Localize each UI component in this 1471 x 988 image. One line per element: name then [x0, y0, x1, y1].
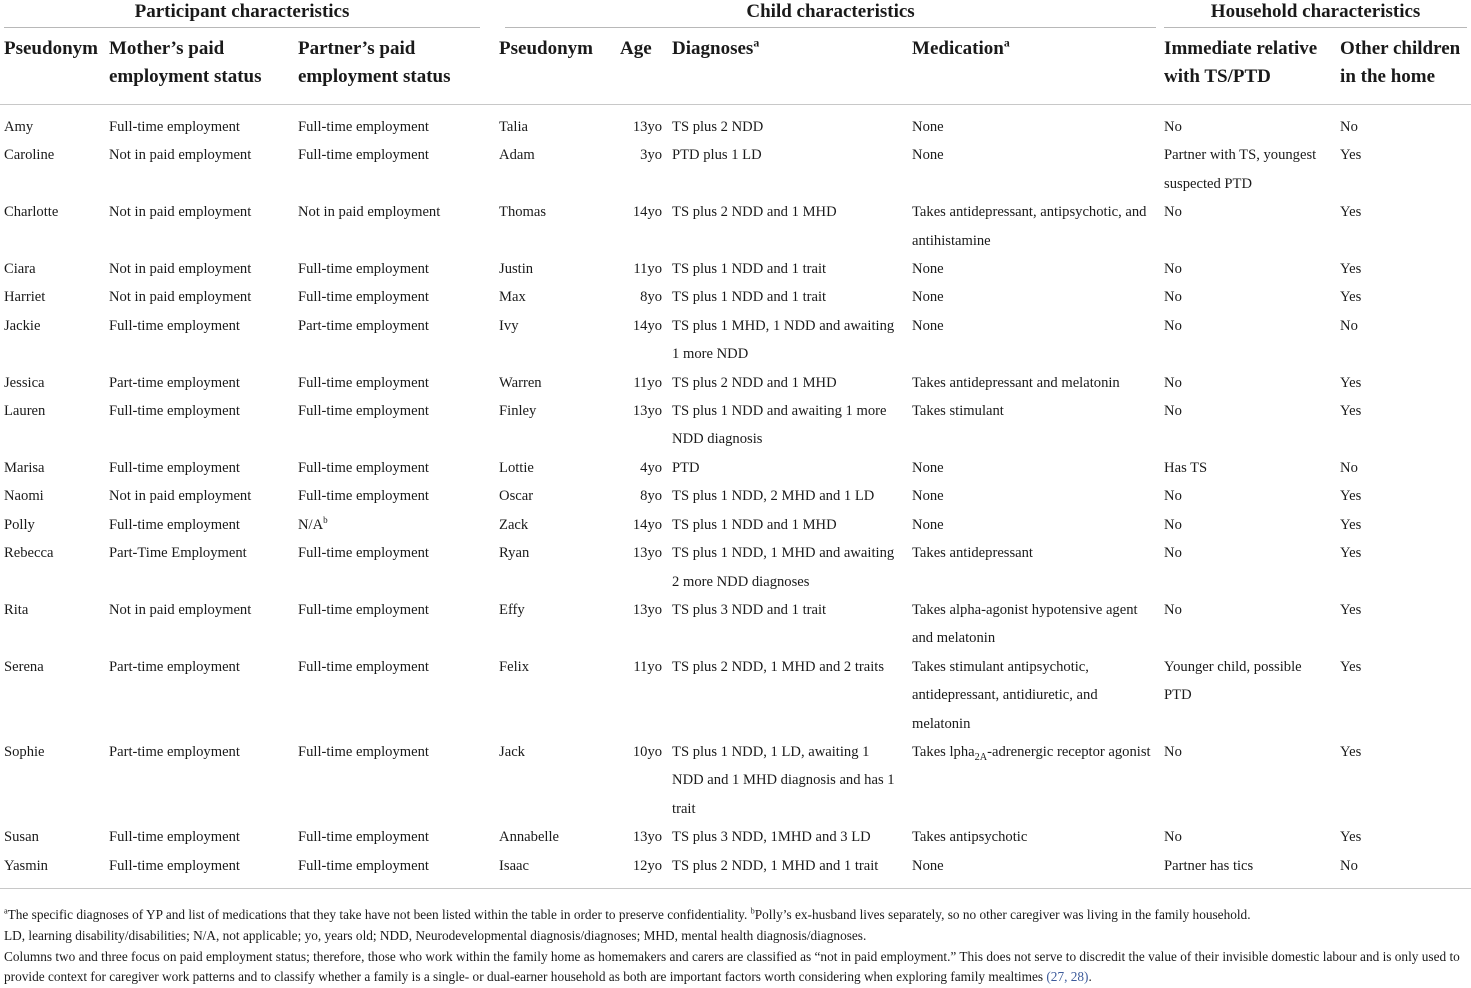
child-diagnoses: TS plus 1 NDD, 2 MHD and 1 LD: [672, 488, 875, 505]
table-row: [0, 312, 1471, 369]
child-age: 11yo: [633, 658, 663, 675]
participant-pseudonym: Marisa: [4, 459, 45, 476]
partner-employment-status: Full-time employment: [298, 601, 429, 618]
child-pseudonym: Justin: [499, 261, 534, 278]
child-diagnoses: TS plus 2 NDD and 1 MHD: [672, 204, 837, 221]
other-children-in-home: Yes: [1340, 658, 1362, 675]
table-row: [0, 738, 1471, 823]
col-header-child-pseudonym: Pseudonym: [495, 28, 616, 105]
other-children-in-home: Yes: [1340, 147, 1362, 164]
col-header-diagnoses: Diagnoses$^a$: [668, 28, 908, 105]
participant-pseudonym: Harriet: [4, 289, 46, 306]
child-pseudonym: Ivy: [499, 317, 519, 334]
child-age: 13yo: [632, 545, 663, 562]
child-age: 14yo: [632, 204, 663, 221]
child-age: 13yo: [632, 119, 663, 135]
mother-employment-status: Part-time employment: [109, 743, 240, 760]
child-age: 14yo: [632, 317, 663, 334]
child-diagnoses: TS plus 3 NDD and 1 trait: [672, 601, 827, 618]
child-medication: None: [912, 857, 944, 874]
immediate-relative-ts-ptd: No: [1164, 403, 1182, 420]
partner-employment-status: Full-time employment: [298, 119, 429, 135]
table-row: [0, 653, 1471, 738]
footnote-ab: $^a$The specific diagnoses of YP and list of medications that they take have not been listed within the table in order to preserve confidentiality. $^b$Polly’s ex-husband lives separately, so no other caregiver was living in the family household.: [4, 906, 1251, 922]
child-medication: None: [912, 119, 944, 135]
table-row: [0, 105, 1471, 142]
child-pseudonym: Lottie: [499, 459, 534, 476]
child-medication: None: [912, 317, 944, 334]
child-medication: Takes stimulant antipsychotic, antidepressant, antidiuretic, and melatonin: [912, 658, 1098, 732]
child-diagnoses: PTD: [672, 459, 700, 476]
child-diagnoses: TS plus 1 NDD, 1 MHD and awaiting 2 more NDD diagnoses: [672, 545, 895, 590]
immediate-relative-ts-ptd: Younger child, possible PTD: [1164, 658, 1302, 704]
column-header-row: [0, 28, 1471, 105]
child-age: 11yo: [633, 261, 663, 278]
table-bottom-rule: [0, 888, 1471, 889]
child-medication: Takes antipsychotic: [912, 829, 1028, 846]
child-pseudonym: Finley: [499, 403, 537, 420]
child-diagnoses: TS plus 1 NDD and 1 trait: [672, 289, 827, 306]
child-pseudonym: Adam: [499, 147, 535, 164]
footnote-abbreviations: LD, learning disability/disabilities; N/A, not applicable; yo, years old; NDD, Neurodevelopmental diagnosis/diagnoses; MHD, mental health diagnosis/diagnoses.: [4, 927, 867, 943]
immediate-relative-ts-ptd: No: [1164, 289, 1182, 306]
mother-employment-status: Not in paid employment: [109, 261, 252, 278]
col-header-medication: Medication$^a$: [908, 28, 1160, 105]
child-diagnoses: TS plus 1 NDD, 1 LD, awaiting 1 NDD and 1 MHD diagnosis and has 1 trait: [672, 743, 895, 817]
partner-employment-status: $N/A^b$: [298, 514, 328, 533]
participant-pseudonym: Caroline: [4, 147, 55, 164]
child-medication: None: [912, 289, 944, 306]
other-children-in-home: Yes: [1340, 403, 1362, 420]
mother-employment-status: Not in paid employment: [109, 601, 252, 618]
child-pseudonym: Effy: [499, 601, 525, 618]
other-children-in-home: Yes: [1340, 829, 1362, 846]
child-pseudonym: Isaac: [499, 857, 530, 874]
partner-employment-status: Full-time employment: [298, 829, 429, 846]
child-pseudonym: Oscar: [499, 488, 534, 505]
mother-employment-status: Full-time employment: [109, 857, 240, 874]
mother-employment-status: Full-time employment: [109, 317, 240, 334]
other-children-in-home: No: [1340, 119, 1358, 135]
child-age: 13yo: [632, 829, 663, 846]
child-pseudonym: Annabelle: [499, 829, 560, 846]
child-age: 13yo: [632, 601, 663, 618]
other-children-in-home: Yes: [1340, 374, 1362, 391]
mother-employment-status: Part-time employment: [109, 658, 240, 675]
child-age: 4yo: [640, 459, 663, 476]
other-children-in-home: Yes: [1340, 516, 1362, 533]
col-header-partner-status: Partner’s paid employment status: [294, 28, 484, 105]
participant-pseudonym: Amy: [4, 119, 34, 135]
mother-employment-status: Not in paid employment: [109, 488, 252, 505]
participant-pseudonym: Jessica: [4, 374, 45, 391]
participant-pseudonym: Charlotte: [4, 204, 59, 221]
child-pseudonym: Felix: [499, 658, 530, 675]
footnote-columns-note: Columns two and three focus on paid employment status; therefore, those who work within the family home as homemakers and carers are classified as “not in paid employment.” This does not serve to discredit the value of their invisible domestic labour and is only used to provide context for caregiver work patterns and to classify whether a family is a single- or dual-earner household as both are important factors worth considering when exploring family mealtimes (27, 28).: [4, 948, 1460, 985]
mother-employment-status: Part-Time Employment: [109, 545, 247, 562]
mother-employment-status: Full-time employment: [109, 403, 240, 420]
child-pseudonym: Jack: [499, 743, 525, 760]
mother-employment-status: Part-time employment: [109, 374, 240, 391]
table-footnotes: [4, 905, 1466, 988]
partner-employment-status: Full-time employment: [298, 289, 429, 306]
child-diagnoses: TS plus 2 NDD, 1 MHD and 2 traits: [672, 658, 885, 675]
immediate-relative-ts-ptd: No: [1164, 743, 1182, 760]
child-age: 8yo: [640, 488, 663, 505]
group-header-row: [0, 0, 1471, 28]
child-diagnoses: PTD plus 1 LD: [672, 147, 762, 164]
immediate-relative-ts-ptd: Partner with TS, youngest suspected PTD: [1164, 147, 1317, 192]
child-medication: Takes antidepressant: [912, 545, 1033, 562]
mother-employment-status: Full-time employment: [109, 829, 240, 846]
child-age: 3yo: [640, 147, 663, 164]
col-header-relative: Immediate relative with TS/PTD: [1160, 28, 1336, 105]
other-children-in-home: Yes: [1340, 545, 1362, 562]
immediate-relative-ts-ptd: No: [1164, 488, 1182, 505]
participant-pseudonym: Sophie: [4, 743, 45, 760]
mother-employment-status: Not in paid employment: [109, 289, 252, 306]
partner-employment-status: Full-time employment: [298, 743, 429, 760]
child-pseudonym: Max: [499, 289, 526, 306]
partner-employment-status: Full-time employment: [298, 459, 429, 476]
child-age: 8yo: [640, 289, 663, 306]
immediate-relative-ts-ptd: No: [1164, 261, 1182, 278]
child-age: 10yo: [632, 743, 663, 760]
participant-pseudonym: Polly: [4, 516, 35, 533]
child-medication: None: [912, 516, 944, 533]
partner-employment-status: Full-time employment: [298, 658, 429, 675]
participant-pseudonym: Yasmin: [4, 857, 48, 874]
other-children-in-home: Yes: [1340, 261, 1362, 278]
table-row: [0, 283, 1471, 311]
table-row: [0, 454, 1471, 482]
other-children-in-home: Yes: [1340, 743, 1362, 760]
participant-pseudonym: Jackie: [4, 317, 41, 334]
participant-pseudonym: Naomi: [4, 488, 44, 505]
participant-pseudonym: Serena: [4, 658, 44, 675]
partner-employment-status: Full-time employment: [298, 261, 429, 278]
immediate-relative-ts-ptd: No: [1164, 204, 1182, 221]
child-age: 11yo: [633, 374, 663, 391]
child-pseudonym: Thomas: [499, 204, 547, 221]
child-diagnoses: TS plus 2 NDD and 1 MHD: [672, 374, 837, 391]
mother-employment-status: Full-time employment: [109, 119, 240, 135]
child-medication: None: [912, 147, 944, 164]
other-children-in-home: Yes: [1340, 488, 1362, 505]
child-diagnoses: TS plus 1 NDD and awaiting 1 more NDD diagnosis: [672, 403, 887, 448]
partner-employment-status: Part-time employment: [298, 317, 429, 334]
table-row: [0, 596, 1471, 653]
partner-employment-status: Full-time employment: [298, 545, 429, 562]
partner-employment-status: Full-time employment: [298, 403, 429, 420]
child-diagnoses: TS plus 2 NDD, 1 MHD and 1 trait: [672, 857, 879, 874]
col-header-age: Age: [616, 28, 668, 105]
other-children-in-home: No: [1340, 857, 1358, 874]
participant-pseudonym: Susan: [4, 829, 39, 846]
child-medication: Takes stimulant: [912, 403, 1004, 420]
child-diagnoses: TS plus 1 NDD and 1 MHD: [672, 516, 837, 533]
mother-employment-status: Full-time employment: [109, 516, 240, 533]
child-pseudonym: Warren: [499, 374, 542, 391]
col-header-pseudonym: Pseudonym: [0, 28, 105, 105]
other-children-in-home: Yes: [1340, 204, 1362, 221]
immediate-relative-ts-ptd: No: [1164, 374, 1182, 391]
reference-link[interactable]: (27, 28): [1046, 969, 1089, 985]
child-pseudonym: Ryan: [499, 545, 530, 562]
child-medication: None: [912, 261, 944, 278]
child-diagnoses: TS plus 1 NDD and 1 trait: [672, 261, 827, 278]
col-header-other-children: Other children in the home: [1336, 28, 1471, 105]
table-row: [0, 198, 1471, 255]
immediate-relative-ts-ptd: No: [1164, 829, 1182, 846]
child-diagnoses: TS plus 2 NDD: [672, 119, 764, 135]
participant-characteristics-header: Participant characteristics: [4, 1, 480, 28]
child-medication: Takes lpha$_{2A}$-adrenergic receptor agonist: [912, 743, 1151, 763]
other-children-in-home: No: [1340, 317, 1358, 334]
child-diagnoses: TS plus 3 NDD, 1MHD and 3 LD: [672, 829, 871, 846]
child-medication: Takes antidepressant, antipsychotic, and antihistamine: [912, 204, 1147, 249]
immediate-relative-ts-ptd: Has TS: [1164, 459, 1208, 476]
immediate-relative-ts-ptd: No: [1164, 601, 1182, 618]
mother-employment-status: Not in paid employment: [109, 204, 252, 221]
child-age: 14yo: [632, 516, 663, 533]
child-characteristics-header: Child characteristics: [505, 1, 1156, 28]
partner-employment-status: Full-time employment: [298, 857, 429, 874]
table-row: [0, 539, 1471, 596]
participant-pseudonym: Lauren: [4, 403, 46, 420]
table-row: [0, 369, 1471, 397]
immediate-relative-ts-ptd: Partner has tics: [1164, 857, 1254, 874]
household-characteristics-header: Household characteristics: [1164, 1, 1467, 28]
table-row: [0, 255, 1471, 283]
mother-employment-status: Full-time employment: [109, 459, 240, 476]
child-diagnoses: TS plus 1 MHD, 1 NDD and awaiting 1 more NDD: [672, 317, 895, 363]
child-age: 13yo: [632, 403, 663, 420]
table-row: [0, 823, 1471, 851]
child-medication: Takes antidepressant and melatonin: [912, 374, 1120, 391]
table-row: [0, 397, 1471, 454]
table-body: [0, 105, 1471, 888]
immediate-relative-ts-ptd: No: [1164, 119, 1182, 135]
child-pseudonym: Talia: [499, 119, 528, 135]
child-medication: None: [912, 459, 944, 476]
child-medication: Takes alpha-agonist hypotensive agent and melatonin: [912, 601, 1138, 647]
partner-employment-status: Full-time employment: [298, 147, 429, 164]
col-header-mother-status: Mother’s paid employment status: [105, 28, 294, 105]
other-children-in-home: Yes: [1340, 601, 1362, 618]
participant-pseudonym: Rita: [4, 601, 29, 618]
table-row: [0, 482, 1471, 510]
mother-employment-status: Not in paid employment: [109, 147, 252, 164]
table-row: [0, 511, 1471, 539]
child-medication: None: [912, 488, 944, 505]
partner-employment-status: Not in paid employment: [298, 204, 441, 221]
other-children-in-home: Yes: [1340, 289, 1362, 306]
other-children-in-home: No: [1340, 459, 1358, 476]
partner-employment-status: Full-time employment: [298, 374, 429, 391]
partner-employment-status: Full-time employment: [298, 488, 429, 505]
participant-pseudonym: Rebecca: [4, 545, 54, 562]
table-row: [0, 141, 1471, 198]
immediate-relative-ts-ptd: No: [1164, 317, 1182, 334]
immediate-relative-ts-ptd: No: [1164, 516, 1182, 533]
participant-pseudonym: Ciara: [4, 261, 36, 278]
child-pseudonym: Zack: [499, 516, 529, 533]
table-row: [0, 852, 1471, 888]
child-age: 12yo: [632, 857, 663, 874]
immediate-relative-ts-ptd: No: [1164, 545, 1182, 562]
